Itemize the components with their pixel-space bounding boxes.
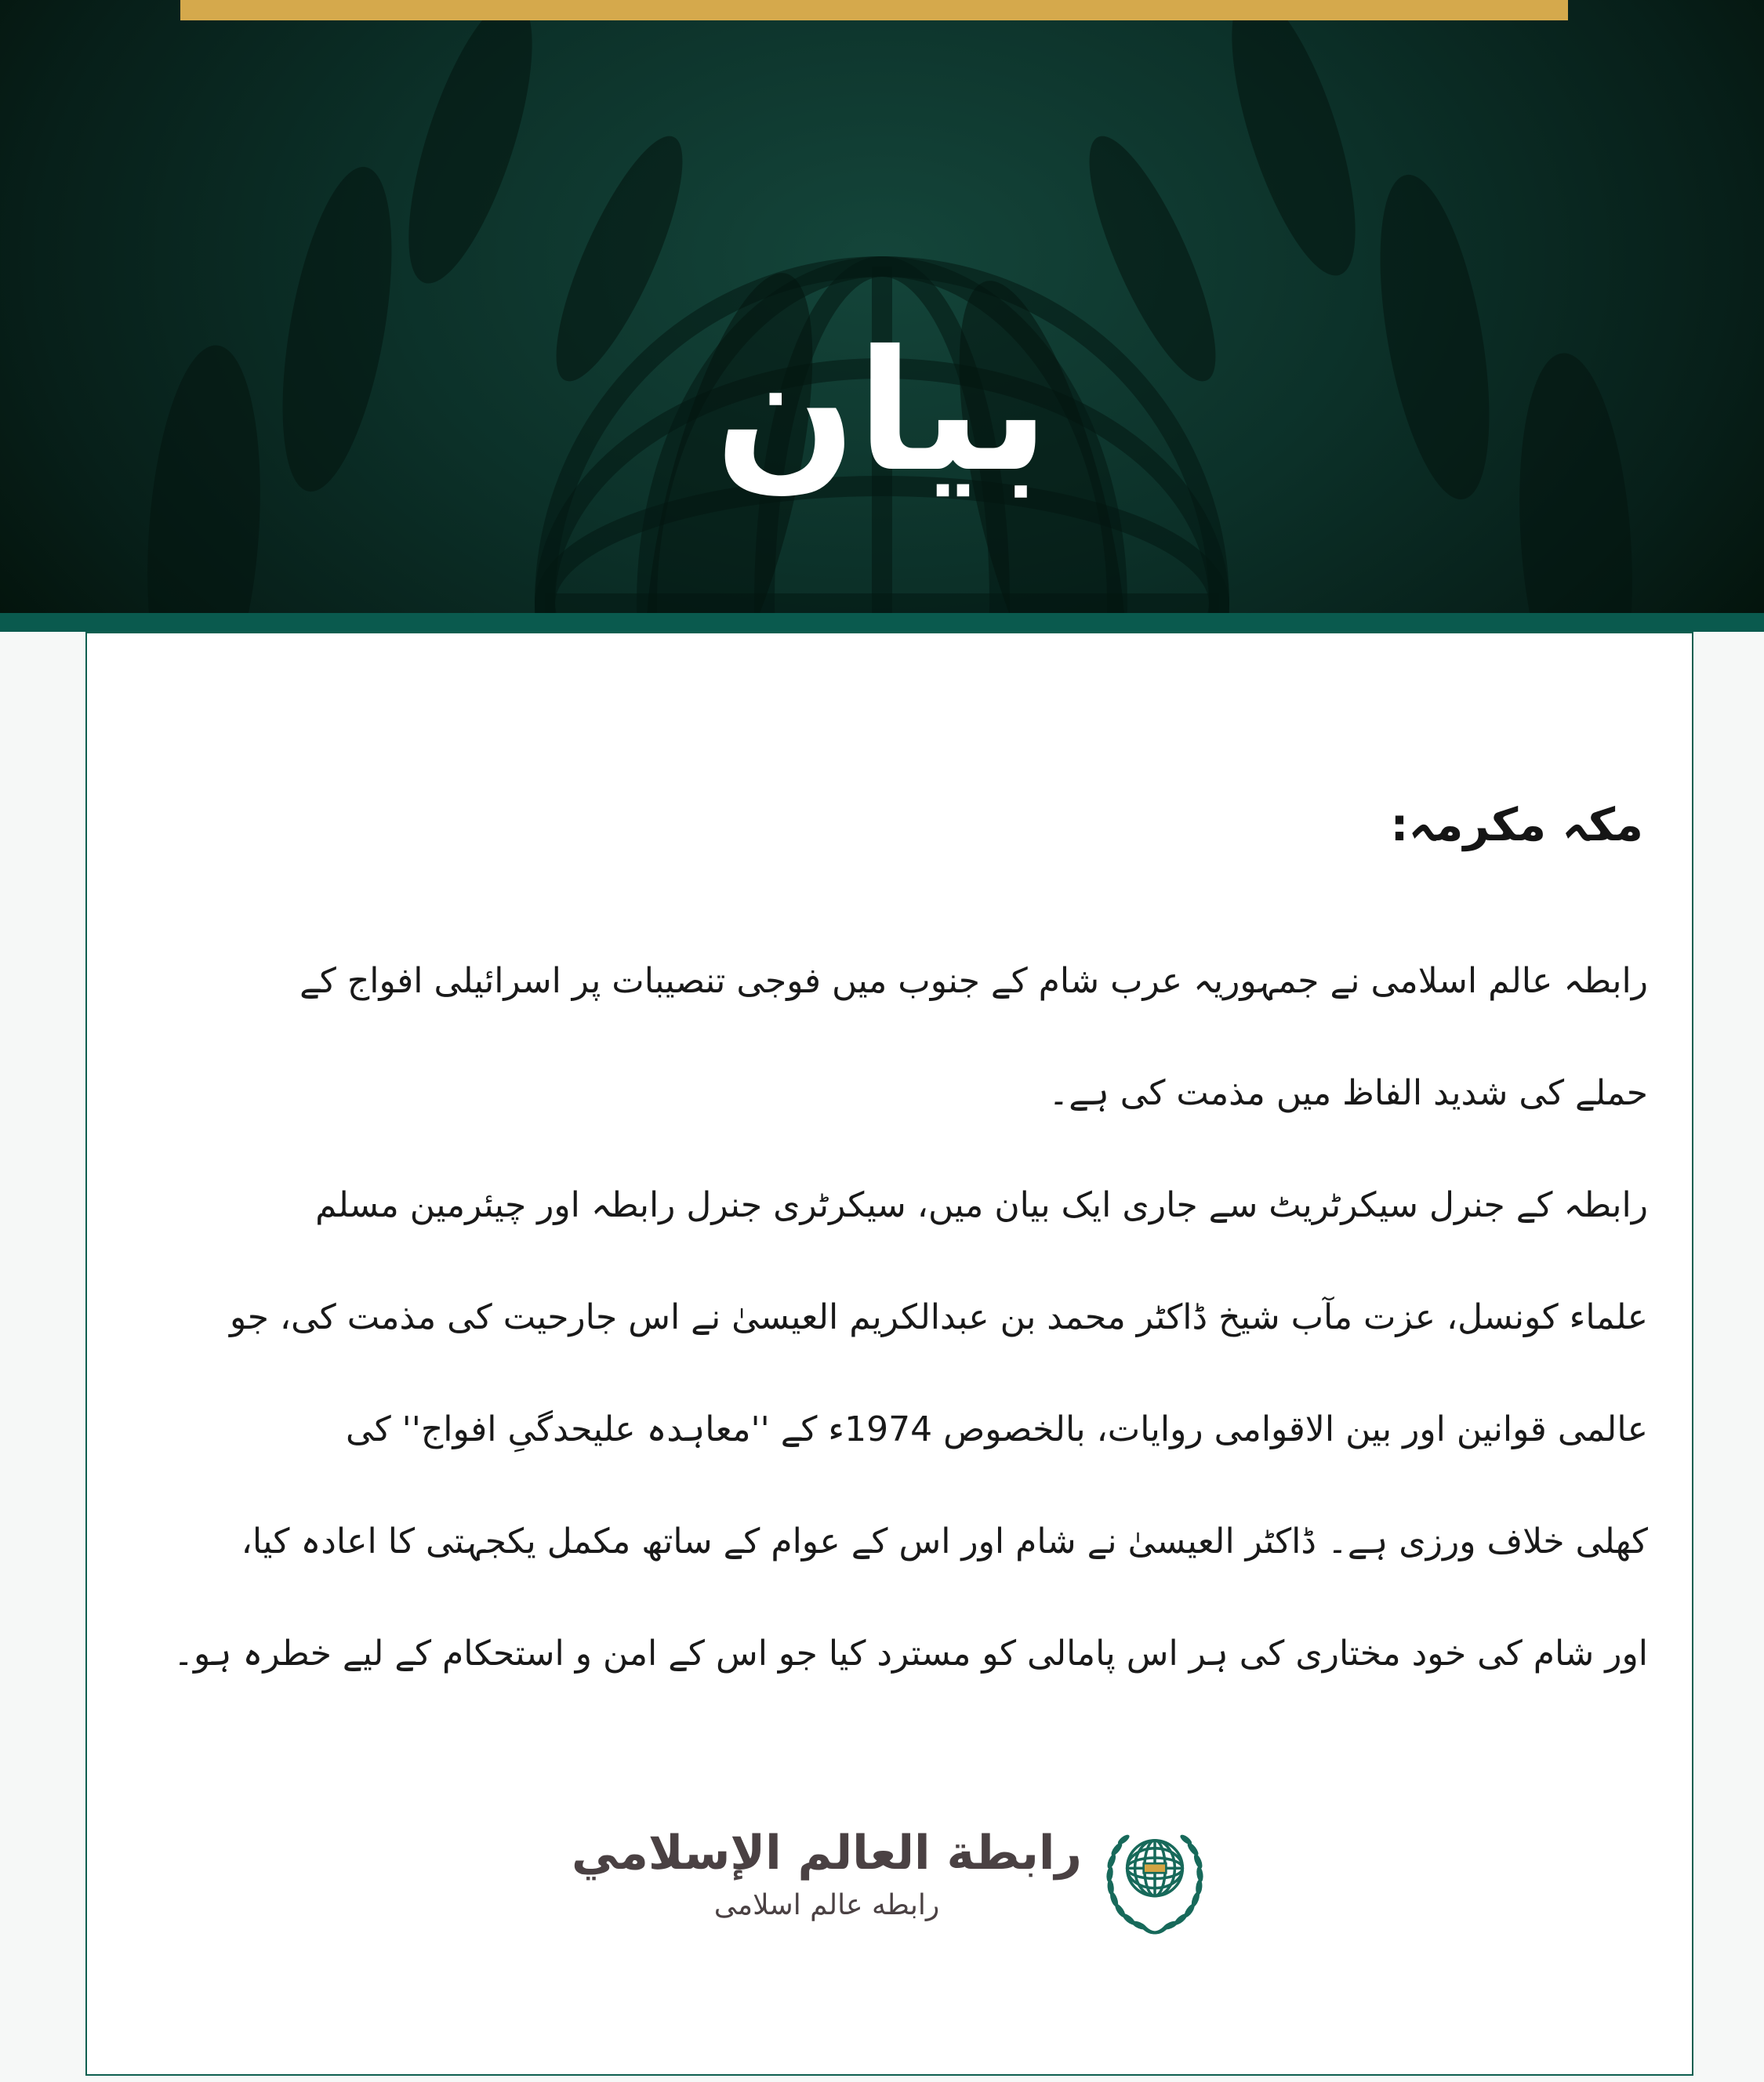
paragraph-line: اور شام کی خود مختاری کی ہر اس پامالی کو مسترد کیا جو اس کے امن و استحکام کے لیے خطرہ ہو۔ — [173, 1634, 1648, 1674]
paragraph-line: رابطہ عالم اسلامی نے جمہوریہ عرب شام کے جنوب میں فوجی تنصیبات پر اسرائیلی افواج کے — [299, 961, 1648, 1001]
logo-wordmark — [572, 1825, 1082, 1921]
paragraph-line: رابطہ کے جنرل سیکرٹریٹ سے جاری ایک بیان میں، سیکرٹری جنرل رابطہ اور چیئرمین مسلم — [315, 1185, 1648, 1225]
page-title: بيان — [714, 314, 1050, 508]
gold-accent-bar — [180, 0, 1568, 20]
logo-urdu-name: رابطه عالم اسلامی — [713, 1889, 940, 1921]
location-heading: مکہ مکرمہ: — [1390, 798, 1643, 851]
paragraph-line: علماء کونسل، عزت مآب شیخ ڈاکٹر محمد بن عبدالکریم العیسیٰ نے اس جارحیت کی مذمت کی، جو — [229, 1297, 1648, 1337]
statement-card — [85, 632, 1693, 2076]
paragraph-line: عالمی قوانین اور بین الاقوامی روایات، بالخصوص 1974ء کے ''معاہدہ علیحدگیِ افواج'' کی — [346, 1409, 1648, 1449]
divider-strip — [0, 613, 1764, 632]
statement-paragraph — [118, 925, 1648, 1710]
paragraph-line: حملے کی شدید الفاظ میں مذمت کی ہے۔ — [1048, 1073, 1648, 1113]
mwl-logo — [87, 1825, 1692, 1941]
laurel-globe-watermark-icon — [0, 0, 1764, 613]
header-banner — [0, 0, 1764, 613]
paragraph-line: کھلی خلاف ورزی ہے۔ ڈاکٹر العیسیٰ نے شام اور اس کے عوام کے ساتھ مکمل یکجہتی کا اعادہ کیا، — [241, 1522, 1648, 1562]
logo-arabic-calligraphy: رابطة العالم الإسلامي — [572, 1826, 1082, 1881]
globe-laurel-emblem-icon — [1102, 1825, 1207, 1941]
